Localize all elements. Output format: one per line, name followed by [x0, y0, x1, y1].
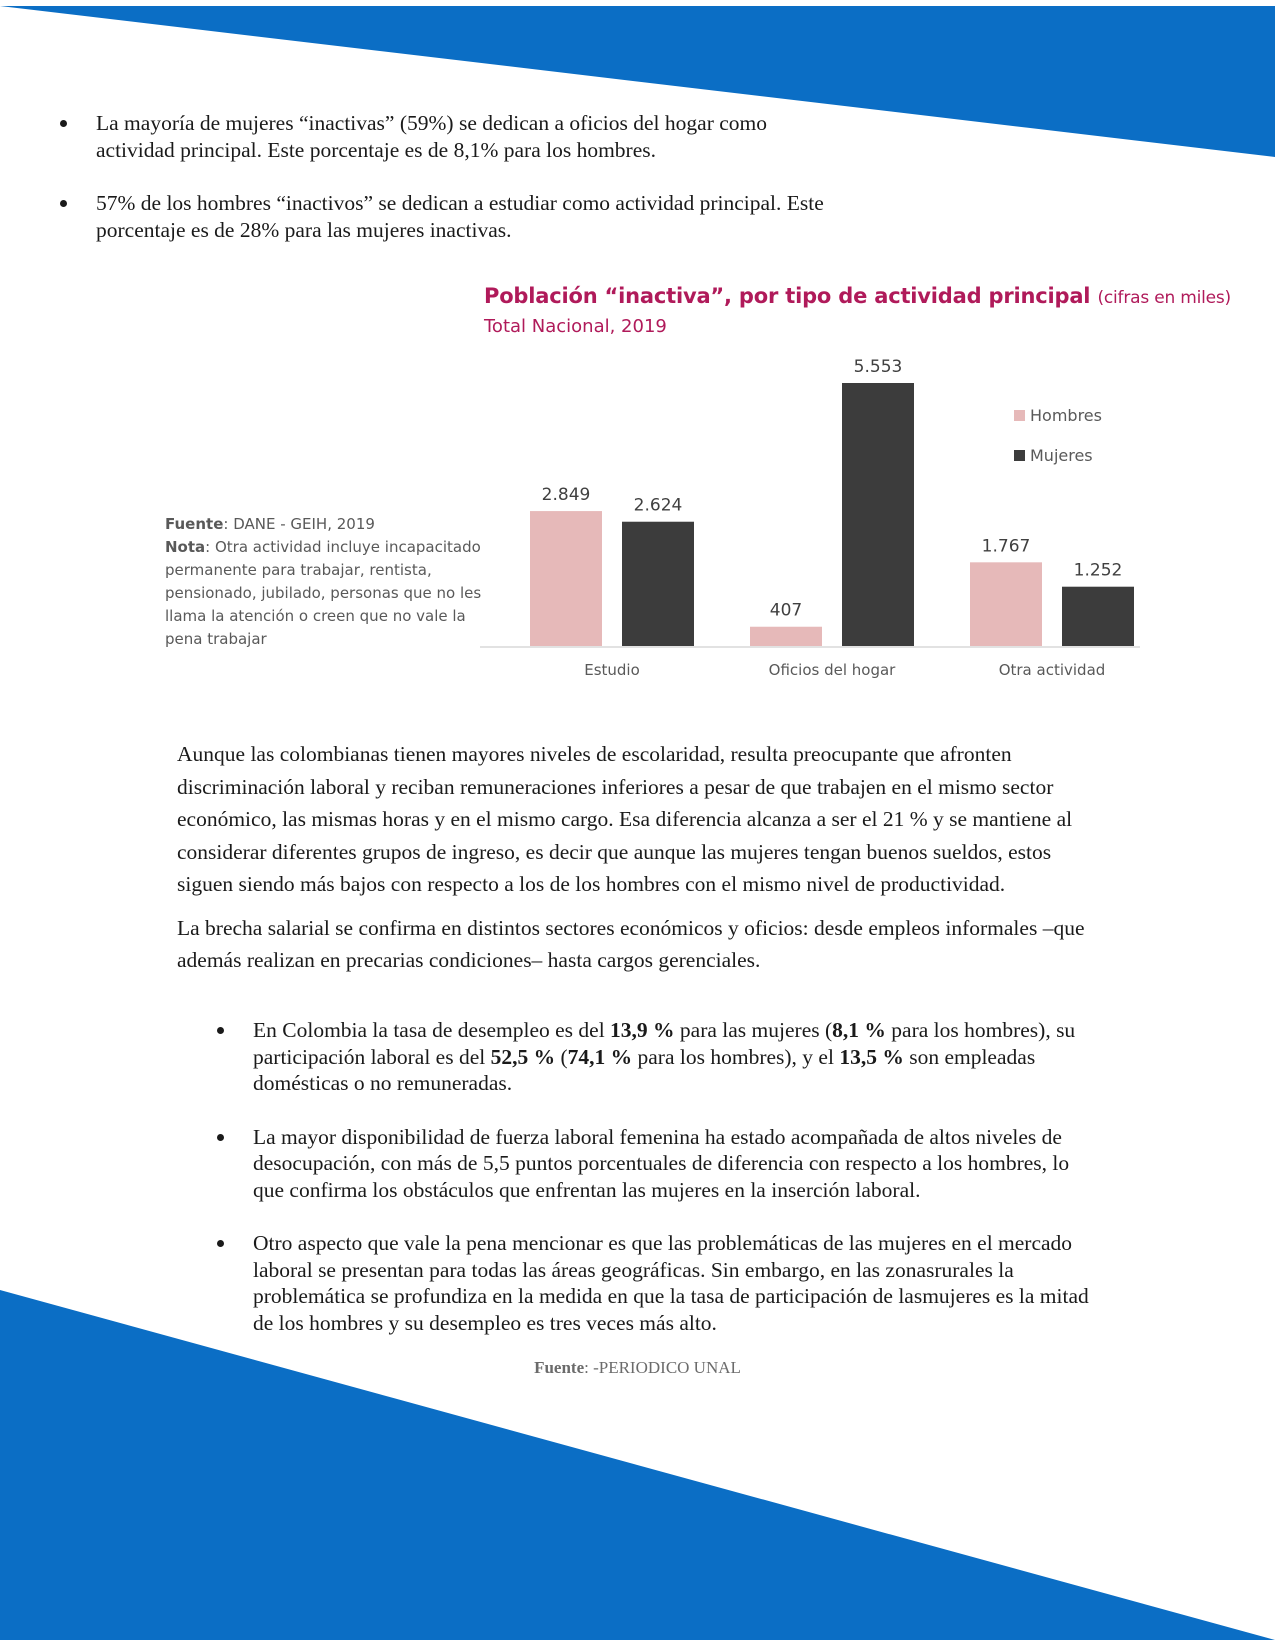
- bar-mujeres: [842, 383, 914, 646]
- bullet-value: 13,5 %: [839, 1044, 904, 1069]
- x-tick-label: Oficios del hogar: [768, 661, 896, 679]
- list-item: La mayor disponibilidad de fuerza laboral femenina ha estado acompañada de altos niveles de desocupación, con más de 5,5 puntos porcentuales de diferencia con respecto a los hombres, lo que confirma los obstáculos que enfrentan las mujeres en la inserción laboral.: [215, 1124, 1095, 1204]
- bullet-value: 52,5 %: [490, 1044, 556, 1069]
- x-tick-label: Estudio: [584, 661, 640, 679]
- source-label: Fuente: [534, 1358, 585, 1377]
- bar-hombres: [530, 511, 602, 646]
- paragraph: Aunque las colombianas tienen mayores niveles de escolaridad, resulta preocupante que afronten discriminación laboral y reciban remuneraciones inferiores a pesar de que trabajen en el mismo sector económico, las mismas horas y en el mismo cargo. Esa diferencia alcanza a ser el 21 % y se mantiene al considerar diferentes grupos de ingreso, es decir que aunque las mujeres tengan buenos sueldos, estos siguen siendo más bajos con respecto a los de los hombres con el mismo nivel de productividad.: [177, 742, 1073, 896]
- bar-mujeres: [1062, 587, 1134, 646]
- top-bullet-list: [58, 110, 838, 270]
- chart-note: [165, 513, 495, 651]
- list-item: 57% de los hombres “inactivos” se dedican a estudiar como actividad principal. Este porcentaje es de 28% para las mujeres inactivas.: [58, 190, 838, 244]
- body-text: [177, 738, 1097, 988]
- chart-note-label: Nota: [165, 538, 206, 556]
- data-label: 1.767: [981, 536, 1031, 557]
- chart-source-label: Fuente: [165, 515, 224, 533]
- bar-hombres: [970, 562, 1042, 646]
- x-tick-label: Otra actividad: [998, 661, 1106, 679]
- chart-title: [484, 284, 1231, 308]
- legend-swatch: [1014, 450, 1025, 461]
- source-line: [0, 1358, 1275, 1378]
- chart-source: [165, 513, 495, 536]
- data-label: 5.553: [853, 357, 903, 377]
- data-label: 1.252: [1073, 560, 1123, 581]
- bar-hombres: [750, 627, 822, 646]
- paragraph: La brecha salarial se confirma en distintos sectores económicos y oficios: desde empleos informales –que además realizan en precarias condiciones– hasta cargos gerenciales.: [177, 915, 1085, 972]
- legend-swatch: [1014, 410, 1025, 421]
- chart-source-text: : DANE - GEIH, 2019: [223, 515, 375, 533]
- bullet-text: para las mujeres (: [674, 1018, 833, 1042]
- legend-label: Mujeres: [1030, 446, 1093, 465]
- data-label: 407: [769, 600, 803, 621]
- bullet-value: 8,1 %: [832, 1018, 886, 1042]
- chart-title-text: Población “inactiva”, por tipo de actividad principal: [484, 284, 1091, 308]
- bullet-text: para los hombres), y el: [632, 1044, 840, 1069]
- legend-label: Hombres: [1030, 406, 1102, 425]
- bullet-value: 13,9 %: [610, 1018, 675, 1042]
- bar-mujeres: [622, 522, 694, 646]
- chart-note-text: : Otra actividad incluye incapacitado permanente para trabajar, rentista, pensionado, jubilado, personas que no les llama la atención o creen que no vale la pena trabajar: [165, 538, 482, 648]
- bullet-text: (: [555, 1044, 568, 1069]
- list-item: [215, 1017, 1095, 1097]
- chart-note-body: [165, 536, 495, 651]
- bullet-text: son empleadas domésticas o no remuneradas.: [253, 1044, 1036, 1095]
- data-label: 2.624: [633, 495, 683, 516]
- list-item: Otro aspecto que vale la pena mencionar es que las problemáticas de las mujeres en el mercado laboral se presentan para todas las áreas geográficas. Sin embargo, en las zonasrurales la problemática se profundiza en la medida en que la tasa de participación de lasmujeres es la mitad de los hombres y su desempleo es tres veces más alto.: [215, 1230, 1095, 1336]
- chart-title-units: (cifras en miles): [1097, 288, 1231, 308]
- data-label: 2.849: [541, 485, 591, 506]
- bottom-bullet-list: [215, 1017, 1095, 1363]
- chart-subtitle: Total Nacional, 2019: [484, 316, 667, 337]
- source-text: : -PERIODICO UNAL: [584, 1358, 741, 1377]
- bullet-text: para los hombres), su participación laboral es del: [253, 1018, 1076, 1069]
- bullet-value: 74,1 %: [567, 1044, 633, 1069]
- bullet-text: En Colombia la tasa de desempleo es del: [253, 1018, 611, 1042]
- list-item: La mayoría de mujeres “inactivas” (59%) se dedican a oficios del hogar como actividad principal. Este porcentaje es de 8,1% para los hombres.: [58, 110, 838, 164]
- bar-chart: [480, 340, 1210, 685]
